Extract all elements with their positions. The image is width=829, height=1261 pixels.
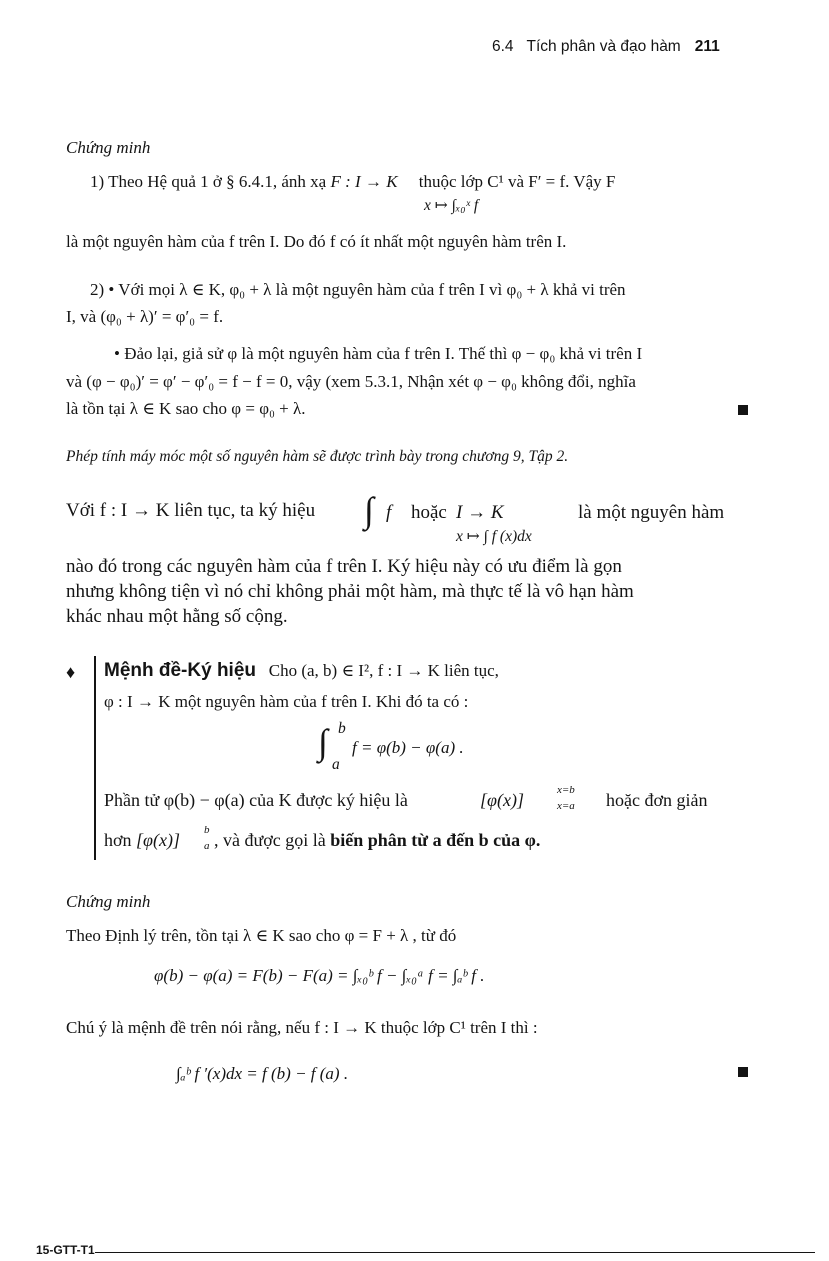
qed-symbol [738,405,748,415]
page-number: 211 [694,38,720,55]
proposition-line2: φ : I → K một nguyên hàm của f trên I. Khi đó ta có : [104,692,469,711]
integral-symbol: ∫ [364,490,374,530]
proof2-line2: Chú ý là mệnh đề trên nói rằng, nếu f : I → K thuộc lớp C¹ trên I thì : [66,1018,538,1037]
proof2-formula2: ∫ₐᵇ f ′(x)dx = f (b) − f (a) . [176,1064,349,1083]
bracket2-sub: a [204,840,210,852]
formula-upper: b [338,720,346,737]
proposition-line4-end: , và được gọi là biến phân từ a đến b của φ. [214,830,541,850]
formula-body: f = φ(b) − φ(a) . [352,738,464,757]
proof-item2-line3: • Đảo lại, giả sử φ là một nguyên hàm của f trên I. Thế thì φ − φ₀ khả vi trên I [114,344,643,363]
proof-item2-line5: là tồn tại λ ∈ K sao cho φ = φ₀ + λ. [66,399,306,418]
note-text: Phép tính máy móc một số nguyên hàm sẽ được trình bày trong chương 9, Tập 2. [66,448,569,465]
section-number: 6.4 [492,38,514,55]
proposition-integral: ∫ [318,722,328,762]
proposition-line1: Mệnh đề-Ký hiệu Cho (a, b) ∈ I², f : I → K liên tục, [104,660,499,681]
proposition-line3: Phần tử φ(b) − φ(a) của K được ký hiệu là [104,790,408,810]
formula-lower: a [332,756,340,773]
integrand-f: f [386,502,392,523]
proof2-label: Chứng minh [66,892,151,911]
proposition-bullet: ♦ [66,662,76,682]
variation-term: biến phân từ a đến b của φ. [330,830,541,850]
proof-label: Chứng minh [66,138,151,157]
bracket-notation: [φ(x)] [480,790,524,810]
notation-line1-end: là một nguyên hàm [578,502,725,523]
notation-or: hoặc [411,502,447,523]
notation-map-def: I → K [456,502,504,523]
proof-item2-line4: và (φ − φ₀)′ = φ′ − φ′₀ = f − f = 0, vậy (xem 5.3.1, Nhận xét φ − φ₀ không đổi, nghĩa [66,372,636,391]
bracket-sub: x=a [557,800,575,812]
notation-line1: Với f : I → K liên tục, ta ký hiệu [66,500,316,521]
signature-mark: 15-GTT-T1 [36,1243,95,1257]
proof-item1-line2: là một nguyên hàm của f trên I. Do đó f có ít nhất một nguyên hàm trên I. [66,232,567,251]
footer-rule [95,1252,815,1253]
notation-line3: nhưng không tiện vì nó chỉ không phải một hàm, mà thực tế là vô hạn hàm [66,581,634,602]
proposition-line3-end: hoặc đơn giản [606,790,708,810]
notation-map-rule: x ↦ ∫ f (x)dx [456,528,532,545]
proposition-title: Mệnh đề-Ký hiệu [104,660,257,681]
proposition-line4: hơn [φ(x)] [104,830,180,850]
section-title: Tích phân và đạo hàm [526,38,681,55]
map-definition: F : I → K [330,172,398,191]
proof2-formula: φ(b) − φ(a) = F(b) − F(a) = ∫ₓ₀ᵇ f − ∫ₓ₀ᵃ f = ∫ₐᵇ f . [154,966,485,985]
running-header [492,38,720,56]
bracket-sup: x=b [557,784,575,796]
notation-line2: nào đó trong các nguyên hàm của f trên I. Ký hiệu này có ưu điểm là gọn [66,556,622,577]
notation-line4: khác nhau một hằng số cộng. [66,606,288,627]
proof-item1-line1: 1) Theo Hệ quả 1 ở § 6.4.1, ánh xạ F : I → K thuộc lớp C¹ và F′ = f. Vậy F [90,172,616,191]
proof2-line1: Theo Định lý trên, tồn tại λ ∈ K sao cho φ = F + λ , từ đó [66,926,457,945]
proposition-bar [94,656,96,860]
proof-item2-line2: I, và (φ₀ + λ)′ = φ′₀ = f. [66,307,224,326]
bracket2-sup: b [204,824,210,836]
proof-item2-line1: 2) • Với mọi λ ∈ K, φ₀ + λ là một nguyên hàm của f trên I vì φ₀ + λ khả vi trên [90,280,626,299]
map-rule: x ↦ ∫ₓ₀ˣ f [424,197,479,214]
qed-symbol-2 [738,1067,748,1077]
